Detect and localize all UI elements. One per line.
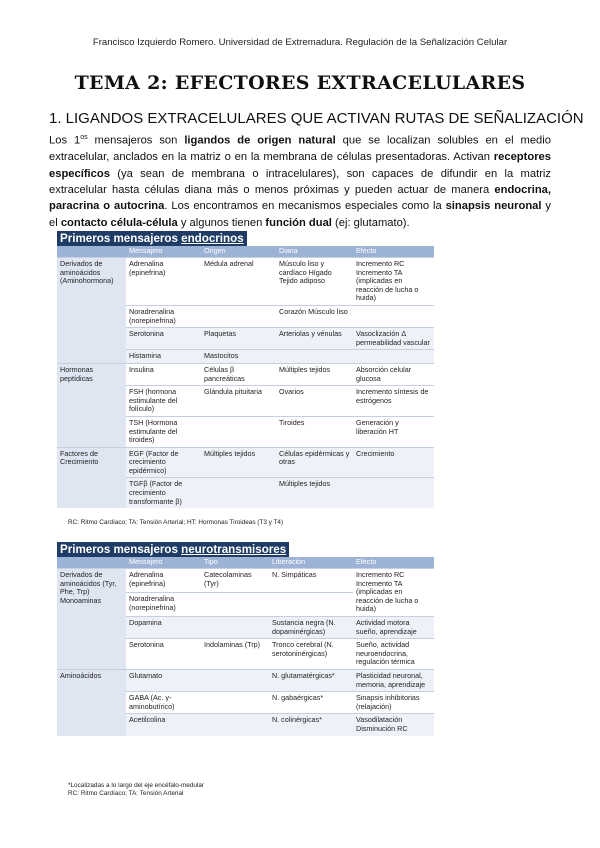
table2-note-localization: *Localizadas a lo largo del eje encéfalo-medular (68, 782, 205, 789)
table-row: Dopamina Sustancia negra (N. dopaminérgicas) Actividad motora sueño, aprendizaje (57, 616, 434, 638)
table-row: Noradrenalina (norepinefrina) (57, 592, 434, 616)
table-row: Factores de Crecimiento EGF (Factor de crecimiento epidérmico) Múltiples tejidos Células epidérmicas y otras Crecimiento (57, 447, 434, 478)
endocrine-table (57, 246, 434, 508)
table-header: Mensajero Tipo Liberación Efecto (57, 557, 434, 569)
table-row: Hormonas peptídicas Insulina Células β pancreáticas Múltiples tejidos Absorción celular glucosa (57, 363, 434, 385)
table-row: TGFβ (Factor de crecimiento transformante β) Múltiples tejidos (57, 478, 434, 508)
neurotransmitter-table (57, 557, 434, 736)
table-header: Mensajero Origen Diana Efecto (57, 246, 434, 258)
table-row: Derivados de aminoácidos (Aminohormona) Adrenalina (epinefrina) Médula adrenal Músculo liso y cardíaco Hígado Tejido adiposo Incremento RC Incremento TA (implicadas en reacción de lucha o huida) (57, 258, 434, 306)
table1-caption: Primeros mensajeros endocrinos (57, 231, 247, 246)
table-row: Derivados de aminoácidos (Tyr, Phe, Trp) Monoaminas Adrenalina (epinefrina) Catecolaminas (Tyr) N. Simpáticas Incremento RC Incremento TA (implicadas en reacción de lucha o huida) (57, 569, 434, 593)
table-row: FSH (hormona estimulante del folículo) Glándula pituitaria Ovarios Incremento síntesis de estrógenos (57, 386, 434, 417)
section-heading: 1. LIGANDOS EXTRACELULARES QUE ACTIVAN RUTAS DE SEÑALIZACIÓN (49, 110, 584, 127)
table-row: Serotonina Plaquetas Arteriolas y vénulas Vasoclización Δ permeabilidad vascular (57, 328, 434, 350)
table-row: Aminoácidos Glutamato N. glutamatérgicas* Plasticidad neuronal, memoria, aprendizaje (57, 669, 434, 691)
table-row: GABA (Ac. γ-aminobutírico) N. gabaérgicas* Sinapsis inhibitorias (relajación) (57, 692, 434, 714)
table2-note-abbreviations: RC: Ritmo Cardíaco; TA: Tensión Arterial (68, 790, 184, 797)
table-row: Acetilcolina N. colinérgicas* Vasodilatación Disminución RC (57, 714, 434, 736)
table-row: TSH (Hormona estimulante del tiroides) Tiroides Generación y liberación HT (57, 416, 434, 447)
page-title: TEMA 2: EFECTORES EXTRACELULARES (74, 72, 526, 94)
table-row: Histamina Mastocitos (57, 350, 434, 364)
table2-caption: Primeros mensajeros neurotransmisores (57, 542, 289, 557)
table-row: Noradrenalina (norepinefrina) Corazón Músculo liso (57, 305, 434, 327)
table1-note: RC: Ritmo Cardíaco; TA: Tensión Arterial; HT: Hormonas Tiroideas (T3 y T4) (68, 519, 284, 526)
table-row: Serotonina Indolaminas (Trp) Tronco cerebral (N. serotoninérgicas) Sueño, actividad neuroendocrina, regulación térmica (57, 639, 434, 670)
page-header: Francisco Izquierdo Romero. Universidad de Extremadura. Regulación de la Señalización Celular (92, 37, 508, 48)
intro-paragraph: Los $1^{os}$ mensajeros son ligandos de origen natural que se localizan solubles en el medio extracelular, anclados en la matriz o en la membrana de células presentadoras. Activan receptores específicos (ya sean de membrana o intracelulares), son capaces de difundir en la matriz extracelular hasta células diana más o menos próximas y pueden actuar de manera endocrina, paracrina o autocrina. Los encontramos en mecanismos especiales como la sinapsis neuronal y el contacto célula-célula y algunos tienen función dual (ej: glutamato). (49, 134, 551, 229)
